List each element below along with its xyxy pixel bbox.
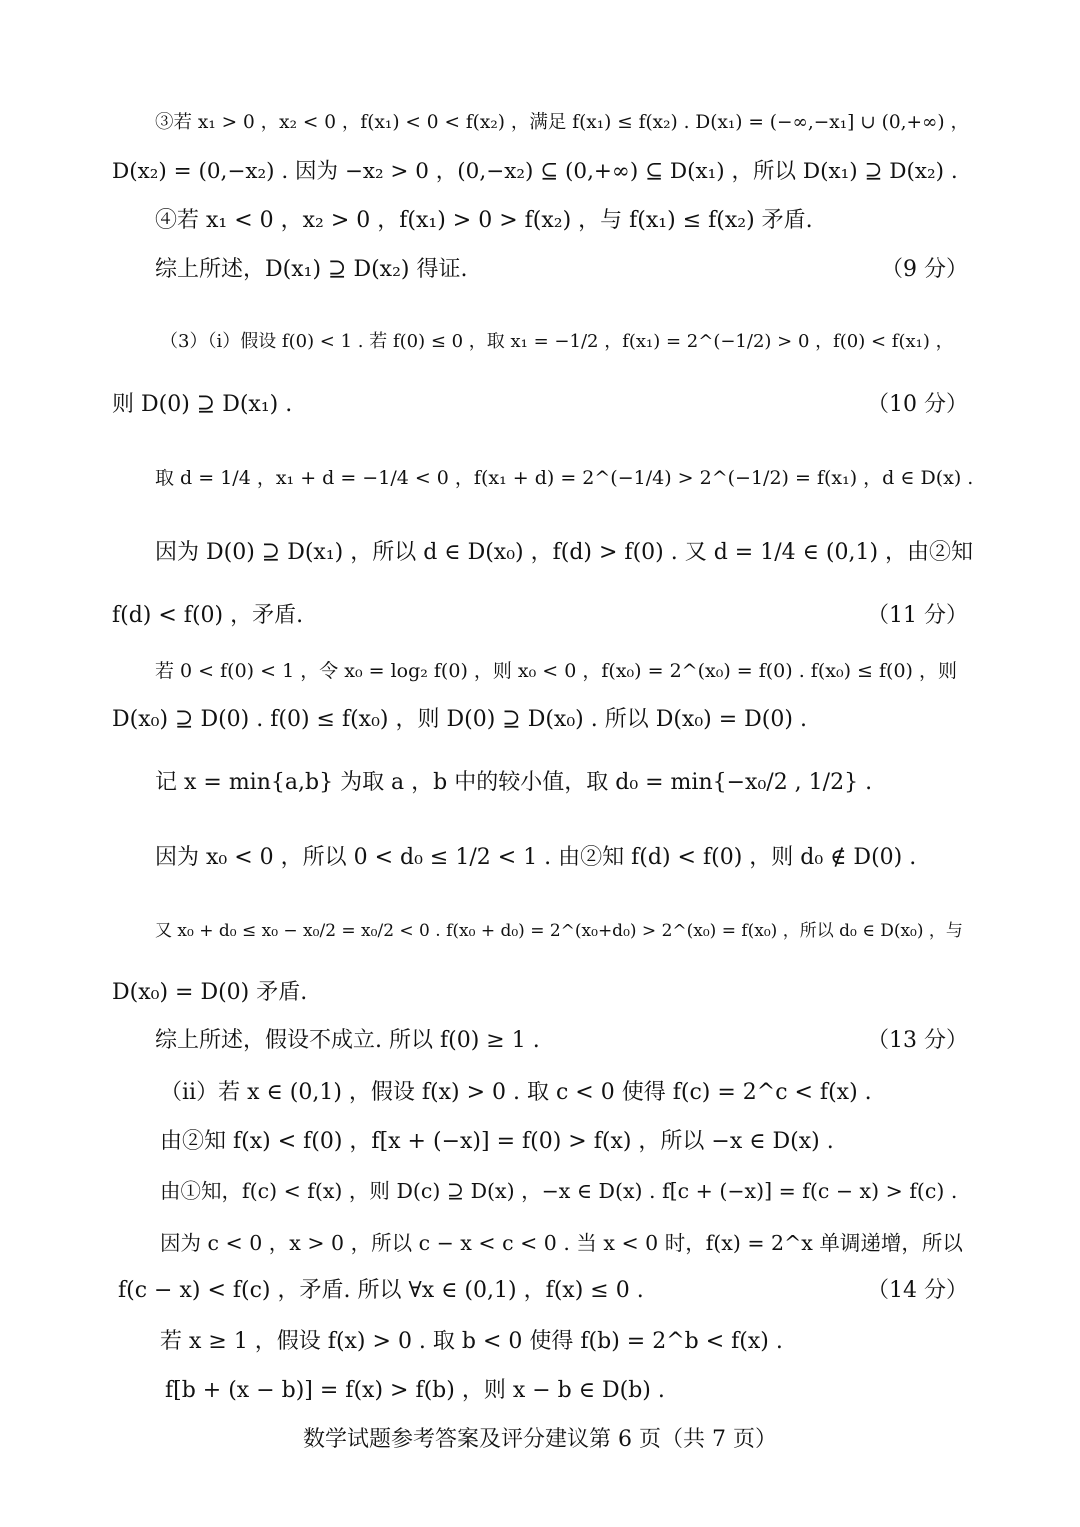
line-text: D(x₀) = D(0) 矛盾. bbox=[112, 980, 308, 1005]
line-text: f[b + (x − b)] = f(x) > f(b) ，则 x − b ∈ D(b) . bbox=[165, 1378, 665, 1403]
proof-line-10 bbox=[0, 651, 1080, 691]
proof-line-19 bbox=[0, 1171, 1080, 1211]
proof-line-1 bbox=[0, 103, 1080, 143]
page-footer bbox=[0, 1420, 1080, 1460]
line-text: 记 x = min{a,b} 为取 a ，b 中的较小值，取 d₀ = min{−x₀/2 , 1/2} . bbox=[155, 770, 873, 795]
line-text: 若 0 < f(0) < 1 ，令 x₀ = log₂ f(0) ，则 x₀ < 0 ，f(x₀) = 2^(x₀) = f(0) . f(x₀) ≤ f(0) ，则 bbox=[155, 660, 957, 682]
line-text: 若 x ≥ 1 ，假设 f(x) > 0 . 取 b < 0 使得 f(b) = 2^b < f(x) . bbox=[160, 1329, 783, 1354]
proof-line-4 bbox=[0, 250, 1080, 290]
score-mark: （11 分） bbox=[867, 603, 968, 628]
proof-line-23 bbox=[0, 1371, 1080, 1411]
proof-line-8 bbox=[0, 533, 1080, 573]
line-text: 因为 D(0) ⊇ D(x₁) ，所以 d ∈ D(x₀) ，f(d) > f(0) . 又 d = 1/4 ∈ (0,1) ，由②知 bbox=[155, 540, 974, 565]
line-text: f(c − x) < f(c) ，矛盾. 所以 ∀x ∈ (0,1) ，f(x) ≤ 0 . bbox=[118, 1278, 644, 1303]
line-text: f(d) < f(0) ，矛盾. bbox=[112, 603, 304, 628]
score-mark: （14 分） bbox=[867, 1278, 968, 1303]
line-text: 由①知，f(c) < f(x) ，则 D(c) ⊇ D(x) ，−x ∈ D(x) . f[c + (−x)] = f(c − x) > f(c) . bbox=[160, 1179, 958, 1203]
proof-line-3 bbox=[0, 201, 1080, 241]
score-mark: （13 分） bbox=[867, 1028, 968, 1053]
proof-line-9 bbox=[0, 596, 1080, 636]
proof-line-7 bbox=[0, 458, 1080, 498]
footer-text: 数学试题参考答案及评分建议第 6 页（共 7 页） bbox=[303, 1427, 777, 1452]
line-text: 综上所述，D(x₁) ⊇ D(x₂) 得证. bbox=[155, 257, 468, 282]
proof-line-13 bbox=[0, 838, 1080, 878]
proof-line-6 bbox=[0, 385, 1080, 425]
proof-line-5 bbox=[0, 322, 1080, 362]
line-text: （3）（ⅰ）假设 f(0) < 1 . 若 f(0) ≤ 0 ，取 x₁ = −1/2 ，f(x₁) = 2^(−1/2) > 0 ，f(0) < f(x₁) ， bbox=[160, 331, 954, 352]
line-text: D(x₂) = (0,−x₂) . 因为 −x₂ > 0 ，(0,−x₂) ⊆ (0,+∞) ⊆ D(x₁) ，所以 D(x₁) ⊇ D(x₂) . bbox=[112, 159, 958, 184]
line-text: ③若 x₁ > 0 ，x₂ < 0 ，f(x₁) < 0 < f(x₂) ，满足 f(x₁) ≤ f(x₂) . D(x₁) = (−∞,−x₁] ∪ (0,+∞) ， bbox=[155, 112, 969, 133]
line-text: 取 d = 1/4 ，x₁ + d = −1/4 < 0 ，f(x₁ + d) = 2^(−1/4) > 2^(−1/2) = f(x₁) ，d ∈ D(x) . bbox=[155, 467, 974, 489]
proof-line-11 bbox=[0, 700, 1080, 740]
line-text: 综上所述，假设不成立. 所以 f(0) ≥ 1 . bbox=[155, 1028, 540, 1053]
proof-line-16 bbox=[0, 1021, 1080, 1061]
proof-line-22 bbox=[0, 1322, 1080, 1362]
proof-line-18 bbox=[0, 1122, 1080, 1162]
proof-line-2 bbox=[0, 152, 1080, 192]
proof-line-12 bbox=[0, 763, 1080, 803]
proof-line-20 bbox=[0, 1223, 1080, 1263]
line-text: D(x₀) ⊇ D(0) . f(0) ≤ f(x₀) ，则 D(0) ⊇ D(x₀) . 所以 D(x₀) = D(0) . bbox=[112, 707, 807, 732]
proof-line-21 bbox=[0, 1271, 1080, 1311]
line-text: 由②知 f(x) < f(0) ，f[x + (−x)] = f(0) > f(x) ，所以 −x ∈ D(x) . bbox=[160, 1129, 834, 1154]
proof-line-15 bbox=[0, 973, 1080, 1013]
proof-line-14 bbox=[0, 911, 1080, 951]
line-text: ④若 x₁ < 0 ，x₂ > 0 ，f(x₁) > 0 > f(x₂) ，与 f(x₁) ≤ f(x₂) 矛盾. bbox=[155, 208, 813, 233]
line-text: （ⅱ）若 x ∈ (0,1) ，假设 f(x) > 0 . 取 c < 0 使得 f(c) = 2^c < f(x) . bbox=[160, 1080, 872, 1105]
line-text: 又 x₀ + d₀ ≤ x₀ − x₀/2 = x₀/2 < 0 . f(x₀ + d₀) = 2^(x₀+d₀) > 2^(x₀) = f(x₀) ，所以 d₀ ∈ D(x₀) ，与 bbox=[155, 921, 963, 941]
score-mark: （10 分） bbox=[867, 392, 968, 417]
line-text: 因为 c < 0 ，x > 0 ，所以 c − x < c < 0 . 当 x < 0 时，f(x) = 2^x 单调递增，所以 bbox=[160, 1231, 963, 1255]
line-text: 因为 x₀ < 0 ，所以 0 < d₀ ≤ 1/2 < 1 . 由②知 f(d) < f(0) ，则 d₀ ∉ D(0) . bbox=[155, 845, 917, 870]
score-mark: （9 分） bbox=[881, 257, 968, 282]
proof-line-17 bbox=[0, 1073, 1080, 1113]
line-text: 则 D(0) ⊇ D(x₁) . bbox=[112, 392, 293, 417]
